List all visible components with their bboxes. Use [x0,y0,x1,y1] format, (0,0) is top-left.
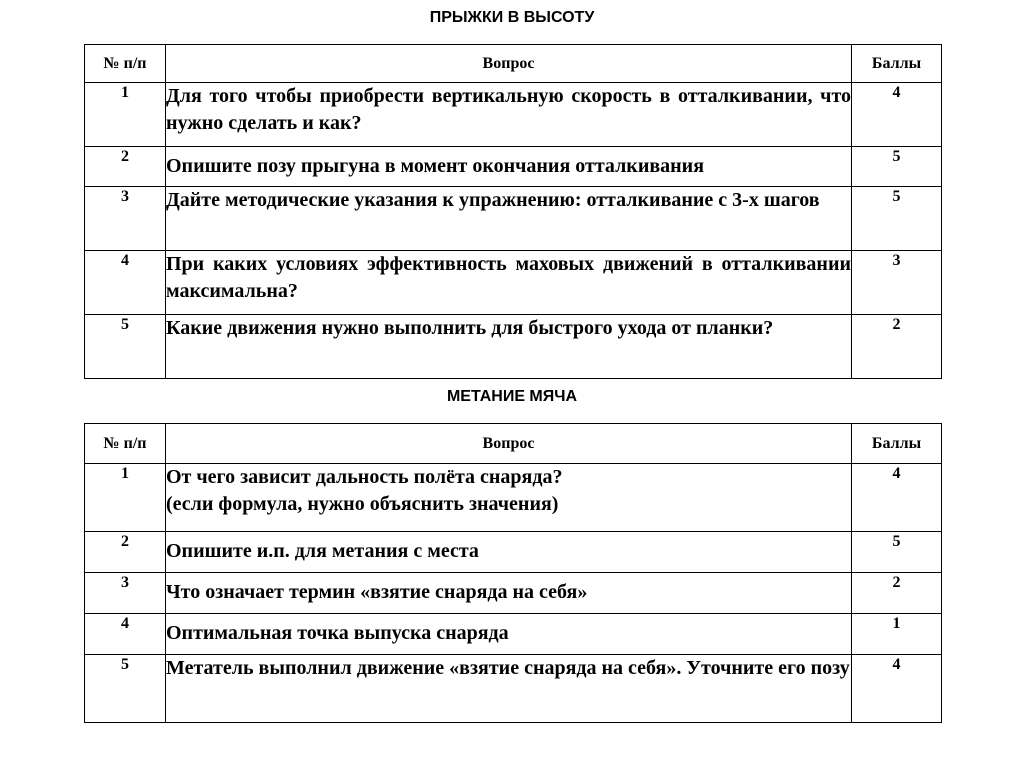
row-num: 1 [85,83,166,147]
table-row [85,83,942,147]
row-question: Какие движения нужно выполнить для быстрого ухода от планки? [166,315,852,379]
row-num: 3 [85,187,166,251]
table-header-row [85,424,942,464]
table-row [85,655,942,723]
row-points: 4 [852,464,942,532]
section-title-high-jump: ПРЫЖКИ В ВЫСОТУ [429,9,595,26]
row-question: Метатель выполнил движение «взятие снаряда на себя». Уточните его позу [166,655,852,723]
table-header-row [85,45,942,83]
row-num: 2 [85,147,166,187]
row-points: 3 [852,251,942,315]
row-question: Для того чтобы приобрести вертикальную скорость в отталкивании, что нужно сделать и как? [166,83,852,147]
row-question-line-1: От чего зависит дальность полёта снаряда? [166,466,563,488]
table-row [85,187,942,251]
row-question: При каких условиях эффективность маховых движений в отталкивании максимальна? [166,251,852,315]
row-num: 2 [85,532,166,573]
row-points: 5 [852,187,942,251]
row-num: 4 [85,614,166,655]
table-row [85,251,942,315]
section-title-ball-throw: МЕТАНИЕ МЯЧА [446,388,578,405]
row-question: Опишите позу прыгуна в момент окончания отталкивания [166,147,852,187]
row-question: Что означает термин «взятие снаряда на себя» [166,573,852,614]
row-points: 2 [852,573,942,614]
row-points: 5 [852,147,942,187]
table-row [85,464,942,532]
row-question [166,464,852,532]
header-question: Вопрос [166,424,852,464]
row-points: 2 [852,315,942,379]
table-row [85,573,942,614]
row-num: 5 [85,655,166,723]
row-question: Оптимальная точка выпуска снаряда [166,614,852,655]
row-question: Опишите и.п. для метания с места [166,532,852,573]
row-num: 3 [85,573,166,614]
row-points: 4 [852,83,942,147]
table-row [85,532,942,573]
table-row [85,315,942,379]
header-points: Баллы [852,45,942,83]
row-points: 4 [852,655,942,723]
header-question: Вопрос [166,45,852,83]
row-num: 1 [85,464,166,532]
row-points: 1 [852,614,942,655]
row-points: 5 [852,532,942,573]
row-question-line-2: (если формула, нужно объяснить значения) [166,493,559,515]
questions-table-high-jump [84,44,942,379]
table-row [85,147,942,187]
header-num: № п/п [85,45,166,83]
row-question: Дайте методические указания к упражнению: отталкивание с 3-х шагов [166,187,852,251]
header-points: Баллы [852,424,942,464]
table-row [85,614,942,655]
row-num: 4 [85,251,166,315]
header-num: № п/п [85,424,166,464]
questions-table-ball-throw [84,423,942,723]
row-num: 5 [85,315,166,379]
